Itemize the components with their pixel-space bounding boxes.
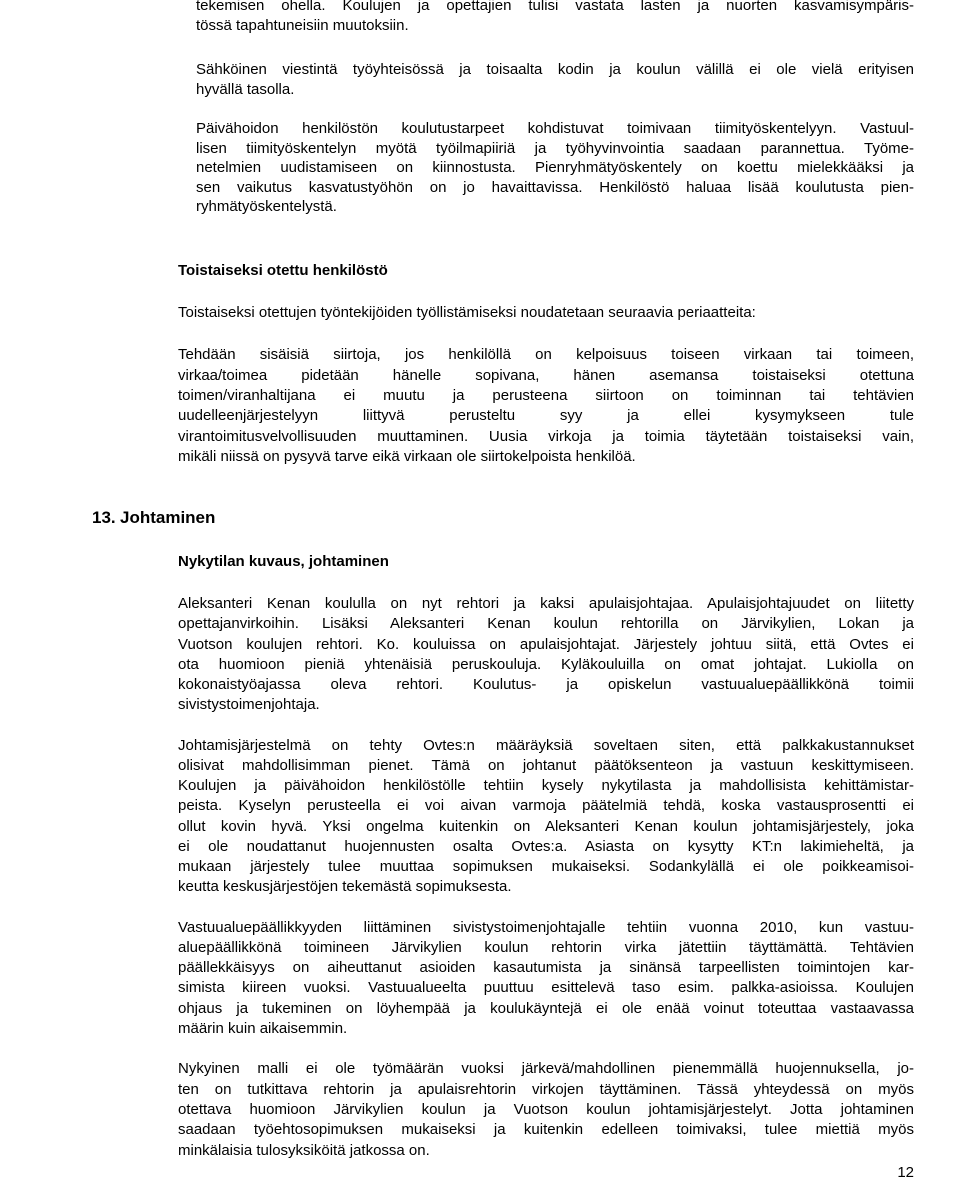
page-number: 12: [897, 1164, 914, 1181]
text-line: mikäli niissä on pysyvä tarve eikä virkaan ole siirtokelpoista henkilöä.: [178, 448, 636, 465]
text-line: mukaan järjestely tulee muuttaa sopimuksen mukaiseksi. Sodankylällä ei ole poikkeamisoi-: [178, 858, 914, 875]
text-line: lisen tiimityöskentelyn myötä työilmapiiriä ja työhyvinvointia saadaan parannettua. Työme-: [196, 140, 914, 157]
text-line: Koulujen ja päivähoidon henkilöstölle tehtiin kysely nykytilasta ja mahdollisista kehittämistar-: [178, 777, 914, 794]
text-line: uudelleenjärjestelyyn liittyvä perusteltu syy ja ellei kysymykseen tule: [178, 407, 914, 424]
section-title: Johtaminen: [120, 508, 216, 527]
text-line: saadaan työehtosopimuksen mukaiseksi ja kuitenkin edelleen toimivaksi, tulee miettiä myös: [178, 1121, 914, 1138]
text-line: ei ole noudattanut huojennusten osalta Ovtes:a. Asiasta on kysytty KT:n lakimieheltä, ja: [178, 838, 914, 855]
text-line: Aleksanteri Kenan koululla on nyt rehtori ja kaksi apulaisjohtajaa. Apulaisjohtajuudet on liitetty: [178, 595, 914, 612]
text-line: aluepäällikkönä toimineen Järvikylien koulun rehtorin virka jätettiin täyttämättä. Tehtävien: [178, 939, 914, 956]
text-line: minkälaisia tulosyksiköitä jatkossa on.: [178, 1142, 430, 1159]
text-line: Vuotson koulujen rehtori. Ko. kouluissa on apulaisjohtajat. Järjestely johtuu siitä, että Ovtes ei: [178, 636, 914, 653]
text-line: tössä tapahtuneisiin muutoksiin.: [196, 17, 409, 34]
text-line: simista kiireen vuoksi. Vastuualueelta puuttuu esittelevä taso esim. palkka-asioissa. Koulujen: [178, 979, 914, 996]
text-line: sivistystoimenjohtaja.: [178, 696, 320, 713]
text-line: virkaa/toimea pidetään hänelle sopivana, hänen asemansa toistaiseksi otettuna: [178, 367, 914, 384]
text-line: ten on tutkittava rehtorin ja apulaisrehtorin virkojen täyttäminen. Tässä yhteydessä on myös: [178, 1081, 914, 1098]
text-line: hyvällä tasolla.: [196, 81, 295, 98]
text-line: ryhmätyöskentelystä.: [196, 198, 337, 215]
text-line: kokonaistyöajassa oleva rehtori. Koulutus- ja opiskelun vastuualuepäällikkönä toimii: [178, 676, 914, 693]
text-line: Tehdään sisäisiä siirtoja, jos henkilöllä on kelpoisuus toiseen virkaan tai toimeen,: [178, 346, 914, 363]
text-line: ota huomioon pieniä yhtenäisiä peruskouluja. Kyläkouluilla on omat johtajat. Lukiolla on: [178, 656, 914, 673]
text-line: Vastuualuepäällikkyyden liittäminen sivistystoimenjohtajalle tehtiin vuonna 2010, kun vastuu-: [178, 919, 914, 936]
text-line: peista. Kyselyn perusteella ei voi aivan varmoja päätelmiä tehdä, koska vastausprosentti ei: [178, 797, 914, 814]
text-line: olisivat mahdollisimman pienet. Tämä on johtanut päätöksenteon ja vastuun keskittymiseen.: [178, 757, 914, 774]
text-line: päällekkäisyys on aiheuttanut asioiden kasautumista ja sinänsä tarpeellisten toimintojen kar-: [178, 959, 914, 976]
section-heading: [92, 507, 215, 529]
text-line: sen vaikutus kasvatustyöhön on jo havaittavissa. Henkilöstö haluaa lisää koulutusta pien-: [196, 179, 914, 196]
text-line: tekemisen ohella. Koulujen ja opettajien tulisi vastata lasten ja nuorten kasvamisympäris-: [196, 0, 914, 14]
text-line: toimen/viranhaltijana ei muutu ja perusteena siirtoon on toiminnan tai tehtävien: [178, 387, 914, 404]
text-line: ollut kovin hyvä. Yksi ongelma kuitenkin on Aleksanteri Kenan koulun johtamisjärjestely, joka: [178, 818, 914, 835]
text-line: Nykyinen malli ei ole työmäärän vuoksi järkevä/mahdollinen pienemmällä huojennuksella, jo-: [178, 1060, 914, 1077]
section-number: 13.: [92, 508, 116, 527]
text-line: Sähköinen viestintä työyhteisössä ja toisaalta kodin ja koulun välillä ei ole vielä erityisen: [196, 61, 914, 78]
text-line: otettava huomioon Järvikylien koulun ja Vuotson koulun johtamisjärjestelyt. Jotta johtaminen: [178, 1101, 914, 1118]
text-line: Toistaiseksi otettujen työntekijöiden työllistämiseksi noudatetaan seuraavia periaatteita:: [178, 304, 756, 321]
text-line: Johtamisjärjestelmä on tehty Ovtes:n määräyksiä soveltaen siten, että palkkakustannukset: [178, 737, 914, 754]
text-line: virantoimitusvelvollisuuden muuttaminen. Uusia virkoja ja toimia täytetään toistaiseksi vain,: [178, 428, 914, 445]
text-line: määrin kuin aikaisemmin.: [178, 1020, 348, 1037]
text-line: Päivähoidon henkilöstön koulutustarpeet kohdistuvat toimivaan tiimityöskentelyyn. Vastuul-: [196, 120, 914, 137]
text-line: ohjaus ja tukeminen on löyhempää ja koulukäyntejä ei ole enää voinut toteuttaa vastaavassa: [178, 1000, 914, 1017]
text-line: netelmien uudistamiseen on kiinnostusta. Pienryhmätyöskentely on koettu mielekkääksi ja: [196, 159, 914, 176]
text-line: keutta keskusjärjestöjen tekemästä sopimuksesta.: [178, 878, 512, 895]
text-line: opettajanvirkoihin. Lisäksi Aleksanteri Kenan koulun rehtorilla on Järvikylien, Lokan ja: [178, 615, 914, 632]
subsection-heading: Nykytilan kuvaus, johtaminen: [178, 553, 389, 570]
subsection-heading: Toistaiseksi otettu henkilöstö: [178, 262, 388, 279]
